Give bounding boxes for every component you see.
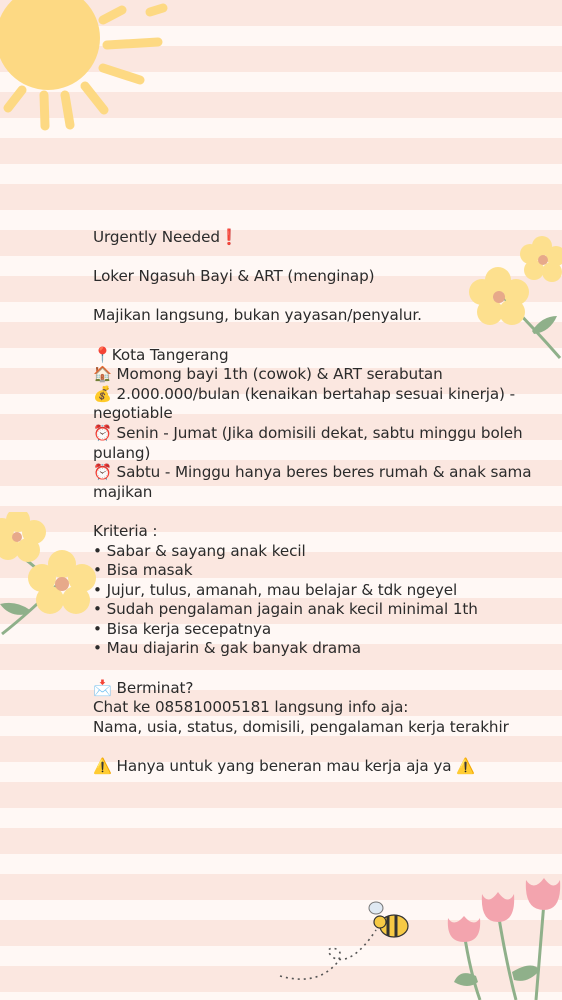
headline: Urgently Needed❗ <box>93 228 239 246</box>
criteria-item: • Sabar & sayang anak kecil <box>93 541 306 560</box>
criteria-item: • Bisa masak <box>93 561 193 580</box>
salary-line: 💰 2.000.000/bulan (kenaikan bertahap sesuai kinerja) - negotiable <box>93 384 515 423</box>
weekend-schedule-line: ⏰ Sabtu - Minggu hanya beres beres rumah & anak sama majikan <box>93 463 532 501</box>
employer-note: Majikan langsung, bukan yayasan/penyalur. <box>93 306 422 325</box>
job-title: Loker Ngasuh Bayi & ART (menginap) <box>93 267 375 286</box>
weekday-schedule-line: ⏰ Senin - Jumat (Jika domisili dekat, sabtu minggu boleh pulang) <box>93 423 523 462</box>
job-description-line: 🏠 Momong bayi 1th (cowok) & ART serabutan <box>93 365 443 384</box>
job-posting-text <box>93 228 533 777</box>
flower-cluster-left-icon <box>0 512 100 642</box>
criteria-item: • Bisa kerja secepatnya <box>93 619 272 638</box>
location-line: 📍Kota Tangerang <box>93 345 229 364</box>
criteria-item: • Mau diajarin & gak banyak drama <box>93 639 361 658</box>
bee-icon <box>276 900 416 990</box>
contact-info-required: Nama, usia, status, domisili, pengalaman kerja terakhir <box>93 717 509 736</box>
tulips-icon <box>440 872 562 1000</box>
contact-phone-line: Chat ke 085810005181 langsung info aja: <box>93 698 409 717</box>
criteria-item: • Sudah pengalaman jagain anak kecil minimal 1th <box>93 600 478 619</box>
footer-warning: ⚠️ Hanya untuk yang beneran mau kerja aja ya ⚠️ <box>93 757 475 776</box>
contact-prompt: 📩 Berminat? <box>93 678 194 697</box>
criteria-item: • Jujur, tulus, amanah, mau belajar & tdk ngeyel <box>93 580 458 599</box>
criteria-heading: Kriteria : <box>93 521 158 540</box>
sun-icon <box>0 0 170 135</box>
